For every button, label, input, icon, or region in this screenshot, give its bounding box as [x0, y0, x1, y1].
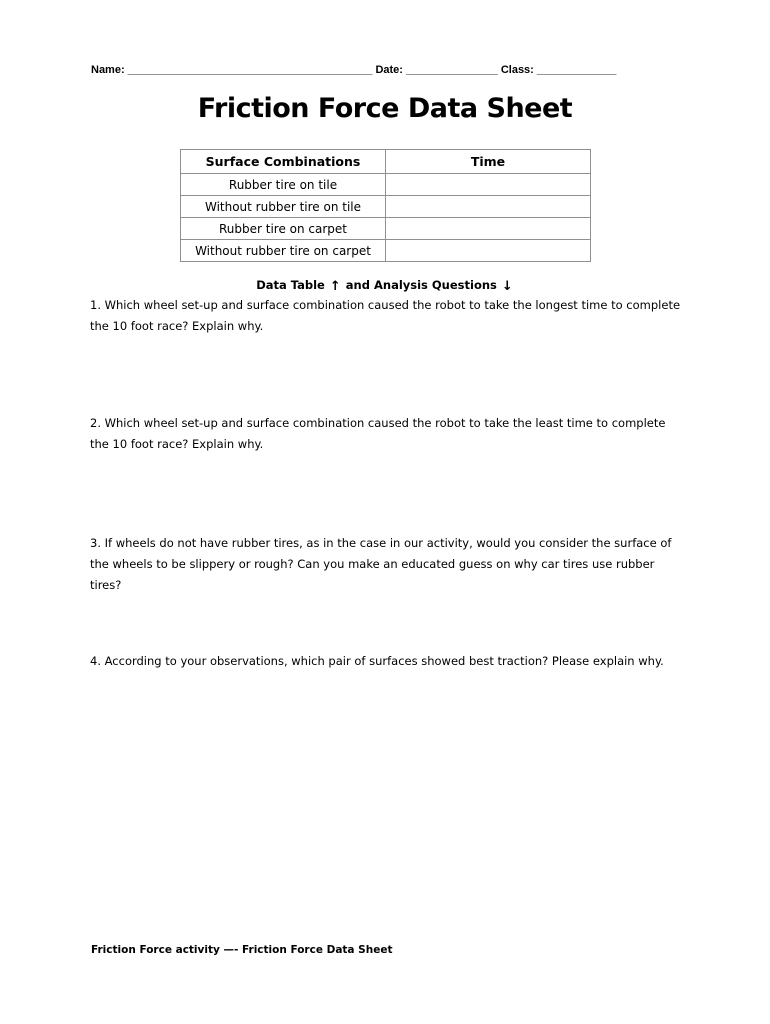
surface-cell: Rubber tire on carpet	[181, 218, 386, 240]
time-cell	[386, 240, 591, 262]
table-row	[181, 240, 591, 262]
footer-text: Friction Force activity —- Friction Force Data Sheet	[91, 944, 393, 956]
table-row	[181, 218, 591, 240]
surface-cell: Rubber tire on tile	[181, 174, 386, 196]
caption-analysis-questions: and Analysis Questions	[345, 278, 497, 292]
time-cell	[386, 196, 591, 218]
question-1: 1. Which wheel set-up and surface combination caused the robot to take the longest time to complete the 10 foot race? Explain why.	[90, 298, 681, 333]
column-header-time: Time	[386, 150, 591, 174]
header-fields-line: Name: ________________________________________ Date: _______________ Class: _____________	[91, 64, 617, 76]
table-header-row	[181, 150, 591, 174]
column-header-surface: Surface Combinations	[181, 150, 386, 174]
table-caption	[0, 278, 770, 294]
table-row	[181, 174, 591, 196]
surface-cell: Without rubber tire on tile	[181, 196, 386, 218]
time-cell	[386, 218, 591, 240]
question-4: 4. According to your observations, which pair of surfaces showed best traction? Please explain why.	[90, 654, 664, 668]
table-row	[181, 196, 591, 218]
time-cell	[386, 174, 591, 196]
arrow-up-icon: ↑	[329, 279, 341, 294]
caption-data-table: Data Table	[256, 278, 325, 292]
surface-cell: Without rubber tire on carpet	[181, 240, 386, 262]
data-table	[180, 149, 591, 262]
page-title: Friction Force Data Sheet	[197, 93, 573, 124]
question-3: 3. If wheels do not have rubber tires, as in the case in our activity, would you consider the surface of the wheels to be slippery or rough? Can you make an educated guess on why car tires use rubber tires?	[90, 536, 672, 592]
question-2: 2. Which wheel set-up and surface combination caused the robot to take the least time to complete the 10 foot race? Explain why.	[90, 416, 666, 451]
arrow-down-icon: ↓	[501, 279, 513, 294]
